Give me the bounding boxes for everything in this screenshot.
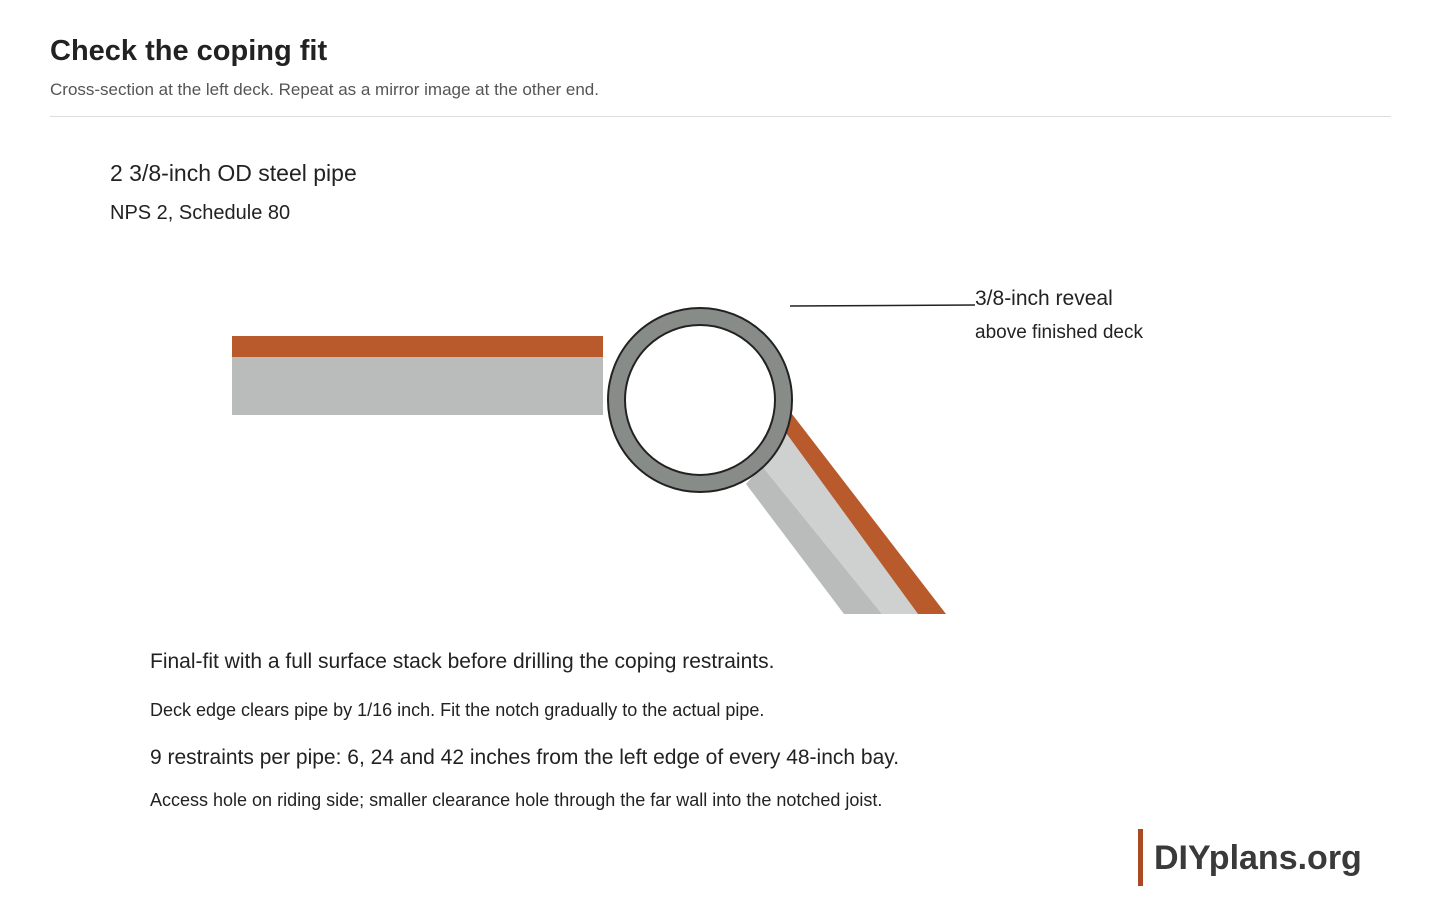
coping-pipe-bore [625, 325, 775, 475]
brand-accent-bar [1138, 829, 1143, 886]
deck-surface-layer [232, 336, 603, 357]
page-title: Check the coping fit [50, 35, 328, 67]
brand-name: DIYplans.org [1154, 838, 1362, 877]
note-restraint-spacing: 9 restraints per pipe: 6, 24 and 42 inches from the left edge of every 48-inch bay. [150, 746, 900, 769]
brand-logo [1138, 829, 1362, 886]
note-final-fit: Final-fit with a full surface stack before drilling the coping restraints. [150, 650, 775, 673]
reveal-sublabel: above finished deck [975, 322, 1143, 343]
page-subtitle: Cross-section at the left deck. Repeat as a mirror image at the other end. [50, 80, 599, 99]
note-access-hole: Access hole on riding side; smaller clearance hole through the far wall into the notched joist. [150, 790, 883, 810]
pipe-spec-label: NPS 2, Schedule 80 [110, 202, 291, 224]
fit-notes [150, 648, 1150, 812]
pipe-label: 2 3/8-inch OD steel pipe [110, 160, 357, 186]
reveal-leader-line [790, 305, 975, 306]
note-deck-clearance: Deck edge clears pipe by 1/16 inch. Fit the notch gradually to the actual pipe. [150, 700, 765, 720]
reveal-label: 3/8-inch reveal [975, 287, 1113, 310]
deck-substrate [232, 356, 603, 415]
